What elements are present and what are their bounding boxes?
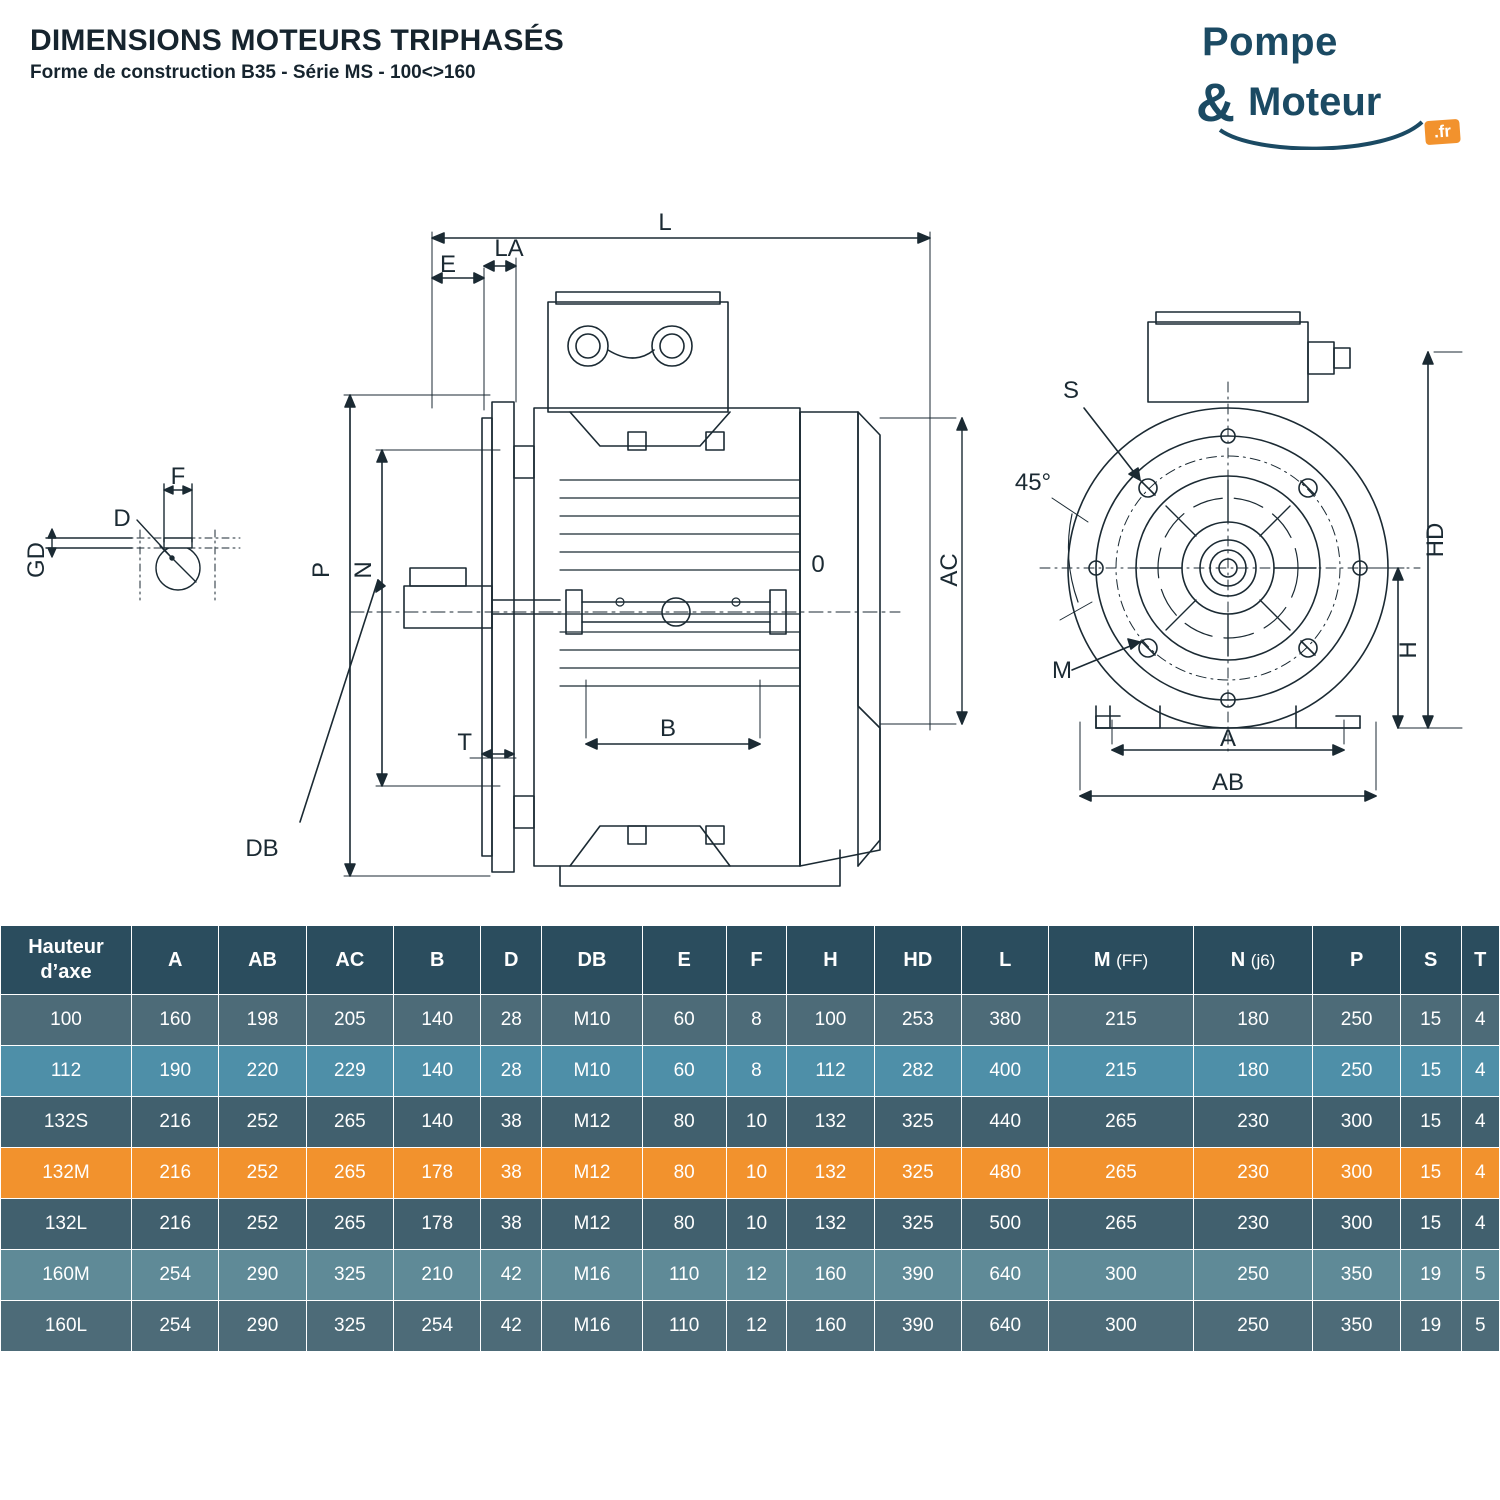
table-cell: 205 <box>306 995 393 1046</box>
row-header-cell: 132M <box>1 1148 132 1199</box>
table-cell: 4 <box>1461 1097 1499 1148</box>
motor-front-view <box>1040 312 1462 801</box>
table-body <box>1 995 1500 1352</box>
table-cell: 160 <box>787 1250 874 1301</box>
table-cell: 282 <box>874 1046 961 1097</box>
label-angle: 45° <box>1014 469 1052 496</box>
table-row[interactable] <box>1 1148 1500 1199</box>
table-cell: M12 <box>542 1199 643 1250</box>
table-cell: 19 <box>1400 1301 1461 1352</box>
table-cell: 265 <box>306 1097 393 1148</box>
page-subtitle: Forme de construction B35 - Série MS - 100<>160 <box>30 62 476 83</box>
table-cell: 290 <box>219 1301 306 1352</box>
column-header-S: S <box>1400 926 1461 995</box>
row-header-cell: 112 <box>1 1046 132 1097</box>
label-A: A <box>1219 725 1237 752</box>
label-P: P <box>308 561 335 579</box>
table-cell: 60 <box>642 1046 726 1097</box>
label-DB: DB <box>245 835 279 862</box>
table-cell: 5 <box>1461 1301 1499 1352</box>
table-cell: 38 <box>481 1097 542 1148</box>
logo-swoosh-icon <box>1216 110 1426 150</box>
table-cell: 254 <box>394 1301 481 1352</box>
table-cell: 230 <box>1193 1199 1313 1250</box>
table-cell: 132 <box>787 1148 874 1199</box>
table-row[interactable] <box>1 1250 1500 1301</box>
column-header-F: F <box>726 926 787 995</box>
table-cell: 400 <box>962 1046 1049 1097</box>
table-cell: 38 <box>481 1148 542 1199</box>
table-cell: 15 <box>1400 1046 1461 1097</box>
logo-line1: Pompe <box>1202 20 1338 64</box>
table-cell: M12 <box>542 1097 643 1148</box>
table-cell: 640 <box>962 1250 1049 1301</box>
motor-side-view <box>300 232 967 886</box>
column-header-line1: Hauteur <box>28 936 104 958</box>
table-cell: 350 <box>1313 1301 1400 1352</box>
table-row[interactable] <box>1 995 1500 1046</box>
table-cell: 250 <box>1313 1046 1400 1097</box>
table-cell: 253 <box>874 995 961 1046</box>
table-cell: 15 <box>1400 1199 1461 1250</box>
column-header-hauteur-daxe <box>1 926 132 995</box>
column-header-AB: AB <box>219 926 306 995</box>
column-header-T: T <box>1461 926 1499 995</box>
motor-dimension-drawing <box>0 150 1500 890</box>
table-cell: 265 <box>1049 1097 1193 1148</box>
column-header-M <box>1049 926 1193 995</box>
column-header-H: H <box>787 926 874 995</box>
label-B: B <box>659 715 677 742</box>
shaft-key-detail <box>46 484 240 600</box>
column-header-AC: AC <box>306 926 393 995</box>
table-cell: 230 <box>1193 1097 1313 1148</box>
table-cell: 215 <box>1049 1046 1193 1097</box>
row-header-cell: 160M <box>1 1250 132 1301</box>
table-cell: 80 <box>642 1148 726 1199</box>
table-cell: 300 <box>1313 1199 1400 1250</box>
table-cell: 198 <box>219 995 306 1046</box>
label-N: N <box>350 561 377 579</box>
table-cell: 252 <box>219 1199 306 1250</box>
table-cell: 4 <box>1461 1148 1499 1199</box>
label-F: F <box>170 463 186 490</box>
column-header-M-sub: (FF) <box>1116 950 1149 970</box>
table-cell: 12 <box>726 1250 787 1301</box>
column-header-N-sub: (j6) <box>1250 950 1276 970</box>
table-cell: 12 <box>726 1301 787 1352</box>
table-cell: 300 <box>1313 1097 1400 1148</box>
table-cell: 38 <box>481 1199 542 1250</box>
table-cell: 4 <box>1461 1199 1499 1250</box>
table-cell: 210 <box>394 1250 481 1301</box>
table-cell: M10 <box>542 995 643 1046</box>
table-row[interactable] <box>1 1301 1500 1352</box>
table-cell: M16 <box>542 1250 643 1301</box>
table-row[interactable] <box>1 1046 1500 1097</box>
column-header-N-text: N <box>1230 948 1246 971</box>
table-cell: 160 <box>132 995 219 1046</box>
table-cell: 500 <box>962 1199 1049 1250</box>
page-title-block <box>30 24 564 84</box>
page-title: DIMENSIONS MOTEURS TRIPHASÉS <box>30 24 564 57</box>
table-cell: 440 <box>962 1097 1049 1148</box>
table-cell: 15 <box>1400 995 1461 1046</box>
table-cell: 390 <box>874 1301 961 1352</box>
table-cell: 178 <box>394 1148 481 1199</box>
column-header-E: E <box>642 926 726 995</box>
table-cell: 28 <box>481 995 542 1046</box>
table-cell: 300 <box>1313 1148 1400 1199</box>
table-cell: 80 <box>642 1199 726 1250</box>
table-cell: 8 <box>726 1046 787 1097</box>
column-header-HD: HD <box>874 926 961 995</box>
table-cell: 325 <box>306 1301 393 1352</box>
column-header-L: L <box>962 926 1049 995</box>
table-cell: 180 <box>1193 995 1313 1046</box>
label-AC: AC <box>936 553 963 587</box>
table-cell: 80 <box>642 1097 726 1148</box>
table-cell: 350 <box>1313 1250 1400 1301</box>
table-cell: 252 <box>219 1148 306 1199</box>
logo-ampersand: & <box>1196 73 1235 133</box>
table-cell: 300 <box>1049 1250 1193 1301</box>
table-cell: 42 <box>481 1301 542 1352</box>
table-cell: 229 <box>306 1046 393 1097</box>
column-header-line2: d’axe <box>40 961 92 983</box>
column-header-DB: DB <box>542 926 643 995</box>
table-cell: 4 <box>1461 995 1499 1046</box>
table-cell: 132 <box>787 1097 874 1148</box>
table-cell: 325 <box>306 1250 393 1301</box>
row-header-cell: 160L <box>1 1301 132 1352</box>
column-header-P: P <box>1313 926 1400 995</box>
table-cell: 140 <box>394 1046 481 1097</box>
table-cell: 325 <box>874 1148 961 1199</box>
table-cell: 252 <box>219 1097 306 1148</box>
table-cell: 220 <box>219 1046 306 1097</box>
table-cell: 15 <box>1400 1097 1461 1148</box>
table-cell: M10 <box>542 1046 643 1097</box>
table-cell: 250 <box>1313 995 1400 1046</box>
table-cell: 10 <box>726 1097 787 1148</box>
label-D: D <box>113 505 131 532</box>
table-cell: 140 <box>394 1097 481 1148</box>
table-cell: 265 <box>1049 1199 1193 1250</box>
table-cell: 380 <box>962 995 1049 1046</box>
label-zero: 0 <box>811 551 825 578</box>
table-cell: 140 <box>394 995 481 1046</box>
label-L: L <box>658 209 672 236</box>
table-cell: 10 <box>726 1148 787 1199</box>
column-header-D: D <box>481 926 542 995</box>
table-cell: 480 <box>962 1148 1049 1199</box>
table-cell: 250 <box>1193 1301 1313 1352</box>
row-header-cell: 132S <box>1 1097 132 1148</box>
table-cell: 180 <box>1193 1046 1313 1097</box>
table-cell: 250 <box>1193 1250 1313 1301</box>
label-S: S <box>1062 377 1080 404</box>
brand-logo <box>1196 14 1466 154</box>
label-M: M <box>1052 657 1072 684</box>
table-cell: 15 <box>1400 1148 1461 1199</box>
table-cell: 265 <box>306 1199 393 1250</box>
logo-tld-badge: .fr <box>1424 119 1461 145</box>
table-cell: 640 <box>962 1301 1049 1352</box>
column-header-N <box>1193 926 1313 995</box>
logo-line2: Moteur <box>1248 80 1382 124</box>
table-row[interactable] <box>1 1199 1500 1250</box>
table-cell: 132 <box>787 1199 874 1250</box>
table-cell: 216 <box>132 1097 219 1148</box>
table-cell: 265 <box>306 1148 393 1199</box>
table-cell: 42 <box>481 1250 542 1301</box>
table-cell: 215 <box>1049 995 1193 1046</box>
table-cell: 4 <box>1461 1046 1499 1097</box>
table-cell: 265 <box>1049 1148 1193 1199</box>
table-cell: 178 <box>394 1199 481 1250</box>
table-cell: 300 <box>1049 1301 1193 1352</box>
table-cell: 390 <box>874 1250 961 1301</box>
column-header-A: A <box>132 926 219 995</box>
table-cell: 216 <box>132 1148 219 1199</box>
table-cell: 290 <box>219 1250 306 1301</box>
table-cell: 190 <box>132 1046 219 1097</box>
table-cell: 110 <box>642 1301 726 1352</box>
table-row[interactable] <box>1 1097 1500 1148</box>
table-cell: 10 <box>726 1199 787 1250</box>
label-AB: AB <box>1211 769 1245 796</box>
dimensions-table <box>0 925 1500 1352</box>
table-cell: 216 <box>132 1199 219 1250</box>
table-cell: 60 <box>642 995 726 1046</box>
label-H: H <box>1395 641 1422 659</box>
column-header-M-text: M <box>1093 948 1111 971</box>
label-HD: HD <box>1422 522 1449 558</box>
table-cell: M12 <box>542 1148 643 1199</box>
table-cell: 325 <box>874 1199 961 1250</box>
table-cell: 110 <box>642 1250 726 1301</box>
column-header-B: B <box>394 926 481 995</box>
table-header-row <box>1 926 1500 995</box>
table-cell: 230 <box>1193 1148 1313 1199</box>
table-cell: 100 <box>787 995 874 1046</box>
table-cell: M16 <box>542 1301 643 1352</box>
label-E: E <box>439 251 457 278</box>
table-cell: 254 <box>132 1301 219 1352</box>
table-cell: 160 <box>787 1301 874 1352</box>
table-cell: 28 <box>481 1046 542 1097</box>
label-T: T <box>457 729 472 756</box>
label-GD: GD <box>23 542 50 578</box>
table-cell: 5 <box>1461 1250 1499 1301</box>
row-header-cell: 100 <box>1 995 132 1046</box>
table-cell: 325 <box>874 1097 961 1148</box>
table-cell: 254 <box>132 1250 219 1301</box>
table-cell: 19 <box>1400 1250 1461 1301</box>
label-LA: LA <box>494 235 524 262</box>
row-header-cell: 132L <box>1 1199 132 1250</box>
table-cell: 112 <box>787 1046 874 1097</box>
table-cell: 8 <box>726 995 787 1046</box>
